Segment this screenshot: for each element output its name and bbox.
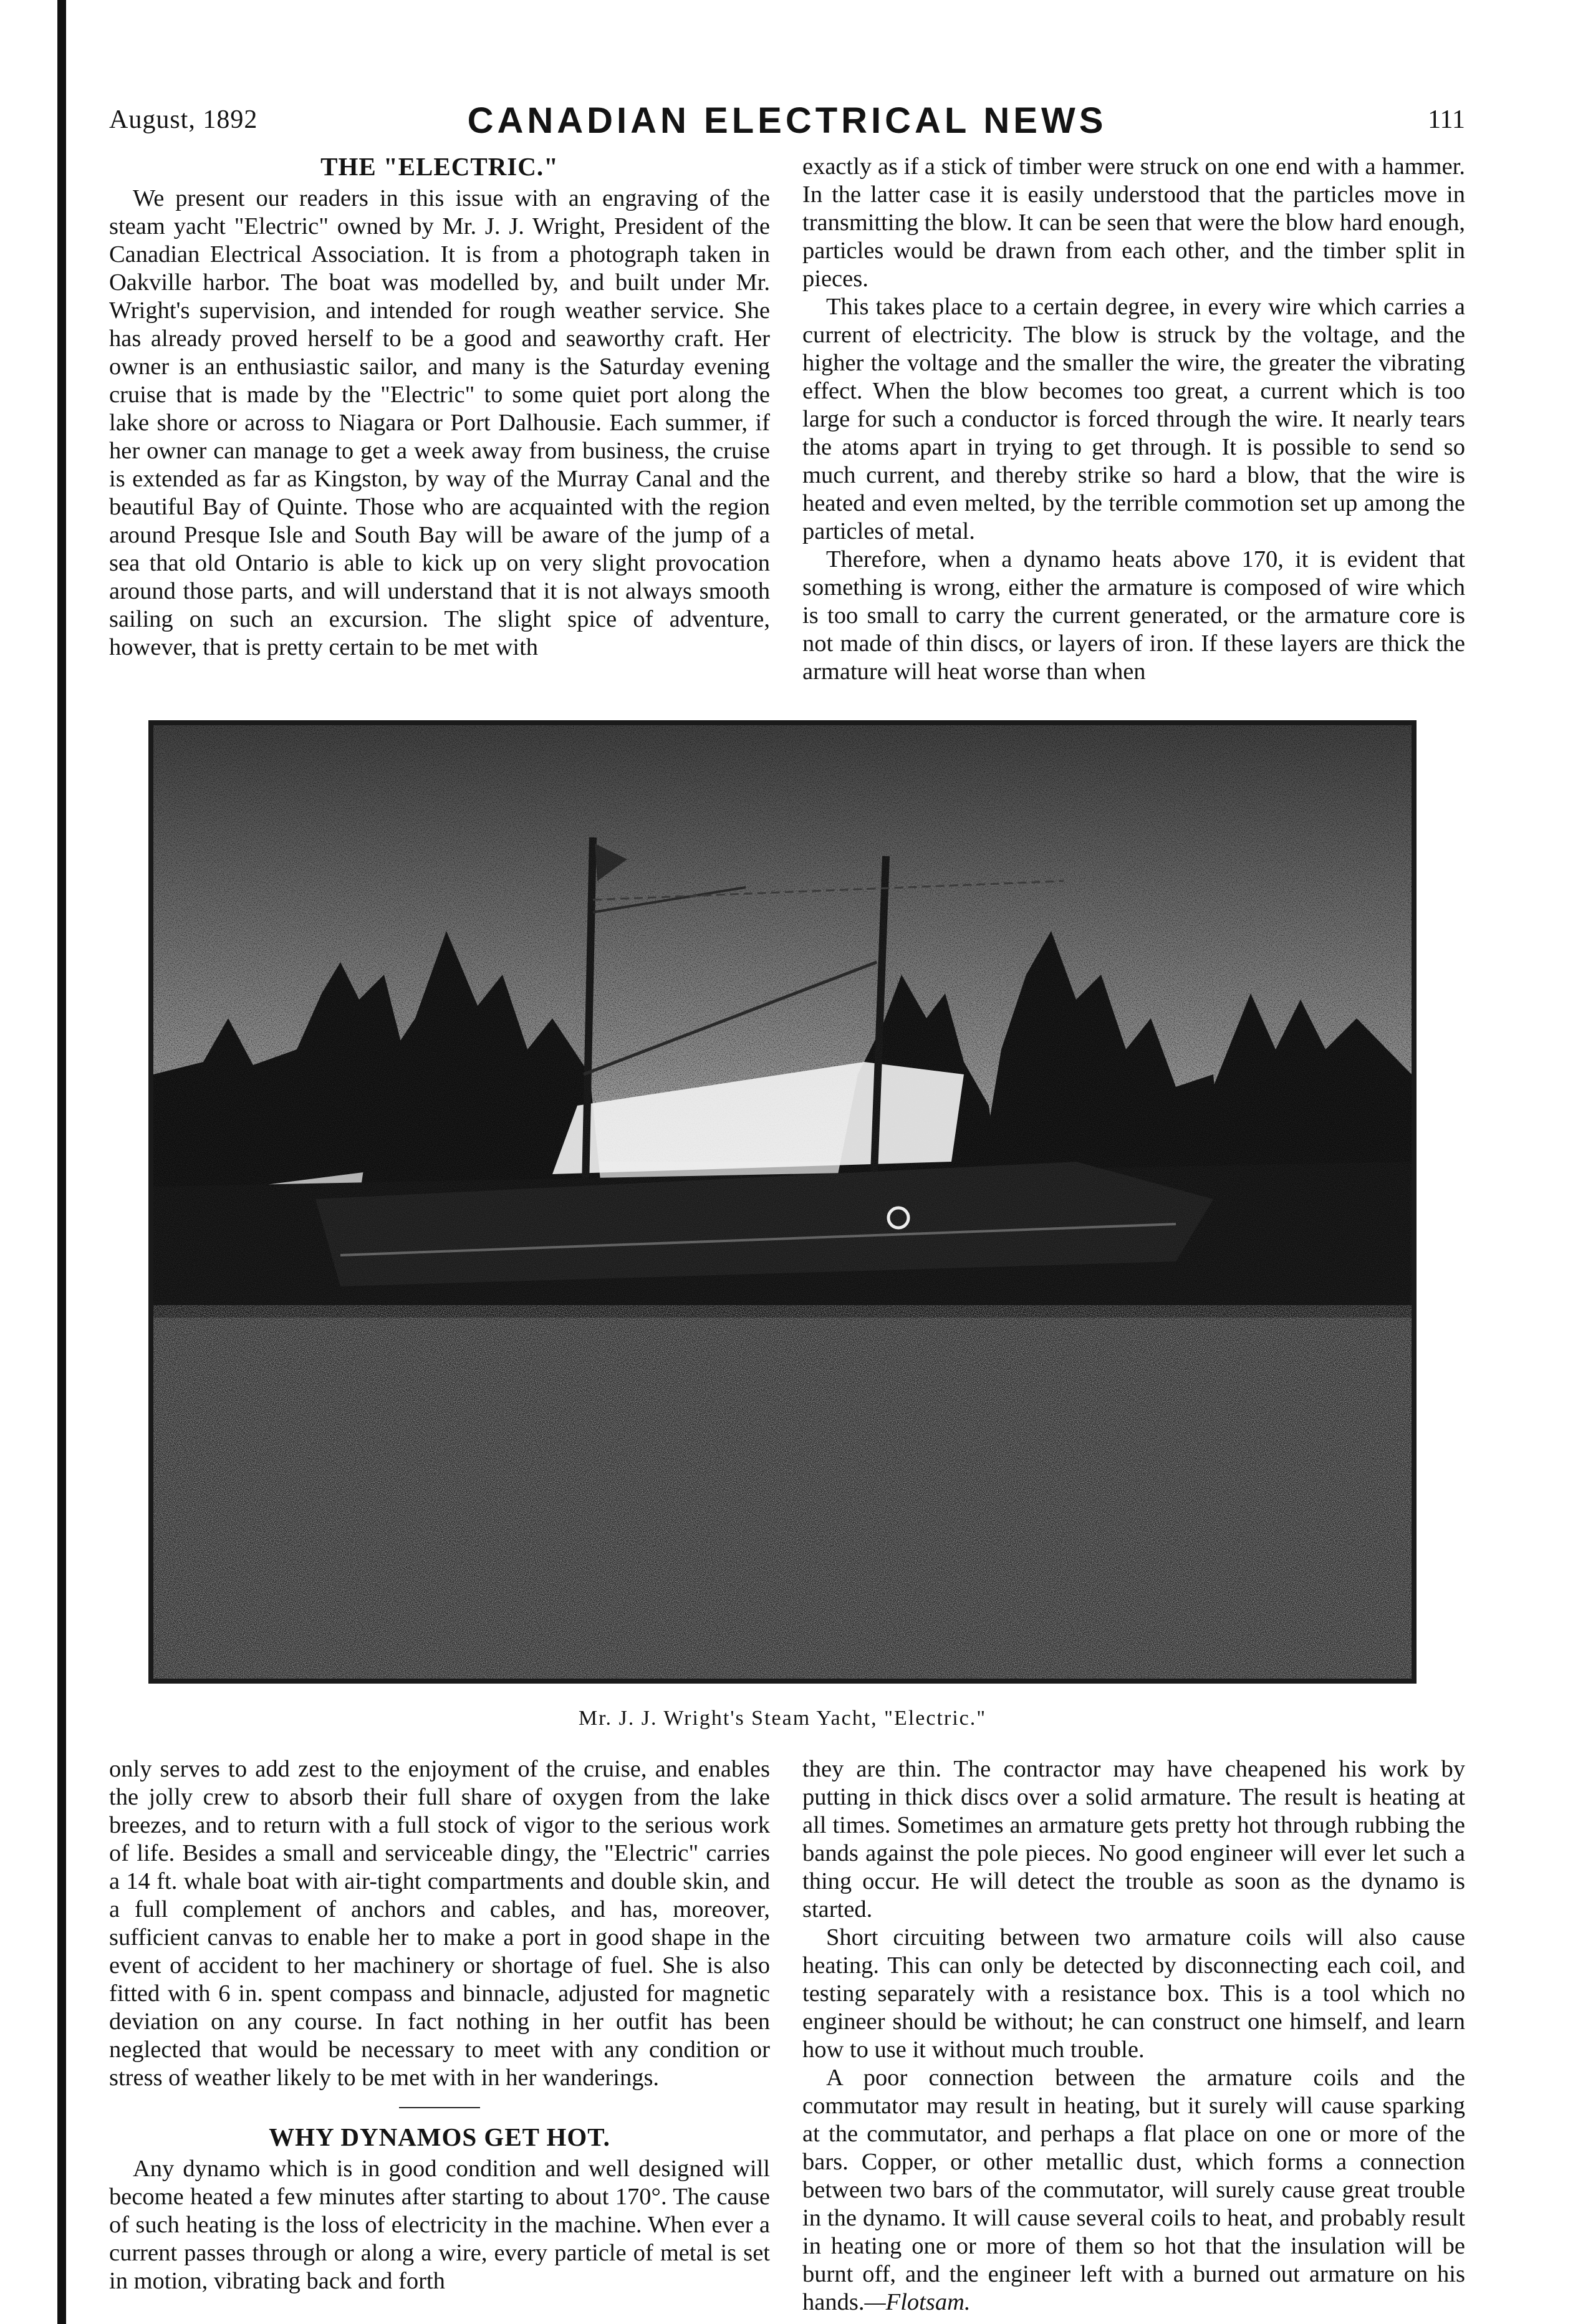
article-paragraph: Any dynamo which is in good condition and well designed will become heated a few minutes after starting to about 170°. The cause of such heating is the loss of electricity in the machine. When ever a current passes through or along a wire, every particle of metal is set in motion, vibrating back and forth bbox=[109, 2156, 770, 2294]
article-text: A poor connection between the armature coils and the commutator may result in heating, but it surely will cause sparking at the commutator, and perhaps a flat place on one or more of the bars. Copper, or other metallic dust, which forms a connection between two bars of the commutator, will surely cause great trouble in the dynamo. It will cause several coils to heat, and probably result in heating one or more of them so hot that the insulation will be burnt off, and the engineer left with a burned out armature on his hands. bbox=[802, 2065, 1465, 2315]
article-paragraph: We present our readers in this issue with an engraving of the steam yacht "Electric" owned by Mr. J. J. Wright, President of the Canadian Electrical Association. It is from a photograph taken in Oakville harbor. The boat was modelled by, and built under Mr. Wright's supervision, and intended for rough weather service. She has already proved herself to be a good and seaworthy craft. Her owner is an enthusiastic sailor, and many is the Saturday evening cruise that is made by the "Electric" to some quiet port along the lake shore or across to Niagara or Port Dalhousie. Each summer, if her owner can manage to get a week away from business, the cruise is extended as far as Kingston, by way of the Murray Canal and the beautiful Bay of Quinte. Those who are acquainted with the region around Presque Isle and South Bay will be aware of the jump of a sea that old Ontario is able to kick up on very slight provocation around those parts, and will understand that it is not always smooth sailing on such an excursion. The slight spice of adventure, however, that is pretty certain to be met with bbox=[109, 185, 770, 660]
article-paragraph: exactly as if a stick of timber were struck on one end with a hammer. In the latter case it is easily understood that the particles move in transmitting the blow. It can be seen that were the blow hard enough, particles would be drawn from each other, and the timber split in pieces. bbox=[802, 153, 1465, 292]
masthead-title: CANADIAN ELECTRICAL NEWS bbox=[467, 100, 1107, 141]
article-paragraph: Short circuiting between two armature coils will also cause heating. This can only be detected by disconnecting each coil, and testing separately with a resistance box. This is a tool which no engineer should be without; he can construct one himself, and learn how to use it without much trouble. bbox=[802, 1924, 1465, 2063]
page-header bbox=[109, 100, 1465, 143]
yacht-photo-illustration bbox=[153, 725, 1412, 1679]
yacht-engraving bbox=[148, 720, 1417, 1684]
article-paragraph: Therefore, when a dynamo heats above 170, it is evident that something is wrong, either the armature is composed of wire which is too small to carry the current generated, or the armature core is not made of thin discs, or layers of iron. If these layers are thick the armature will heat worse than when bbox=[802, 546, 1465, 685]
left-column-top bbox=[109, 153, 770, 662]
right-column-bottom bbox=[802, 1755, 1465, 2317]
figure-caption: Mr. J. J. Wright's Steam Yacht, "Electric." bbox=[578, 1707, 987, 1730]
signature: —Flotsam. bbox=[864, 2289, 971, 2315]
issue-date: August, 1892 bbox=[109, 105, 258, 134]
article-heading-electric: THE "ELECTRIC." bbox=[320, 152, 559, 181]
binding-edge-bar bbox=[57, 0, 66, 2324]
article-paragraph bbox=[802, 2064, 1465, 2317]
section-divider bbox=[399, 2107, 480, 2108]
article-paragraph: This takes place to a certain degree, in every wire which carries a current of electricity. The blow is struck by the voltage, and the higher the voltage and the smaller the wire, the greater the vibrating effect. When the blow becomes too great, a current which is too large for such a conductor is forced through the wire. It nearly tears the atoms apart in trying to get through. It is possible to send so much current, and thereby strike so hard a blow, that the wire is heated and even melted, by the terrible commotion set up among the particles of metal. bbox=[802, 294, 1465, 544]
page-number: 111 bbox=[1428, 105, 1465, 134]
right-column-top bbox=[802, 153, 1465, 686]
left-column-bottom bbox=[109, 1755, 770, 2295]
article-heading-dynamos: WHY DYNAMOS GET HOT. bbox=[269, 2123, 610, 2151]
article-paragraph: only serves to add zest to the enjoyment of the cruise, and enables the jolly crew to absorb their full share of oxygen from the lake breezes, and to return with a full stock of vigor to the serious work of life. Besides a small and serviceable dingy, the "Electric" carries a 14 ft. whale boat with air-tight compartments and double skin, and a full complement of anchors and cables, and has, moreover, sufficient canvas to enable her to make a port in good shape in the event of accident to her machinery or shortage of fuel. She is also fitted with 6 in. spent compass and binnacle, adjusted for magnetic deviation on any course. In fact nothing in her outfit has been neglected that would be necessary to meet with any condition or stress of weather likely to be met with in her wanderings. bbox=[109, 1756, 770, 2091]
article-paragraph: they are thin. The contractor may have cheapened his work by putting in thick discs over a solid armature. The result is heating at all times. Sometimes an armature gets pretty hot through rubbing the bands against the pole pieces. No good engineer will ever let such a thing occur. He will detect the trouble as soon as the dynamo is started. bbox=[802, 1756, 1465, 1922]
